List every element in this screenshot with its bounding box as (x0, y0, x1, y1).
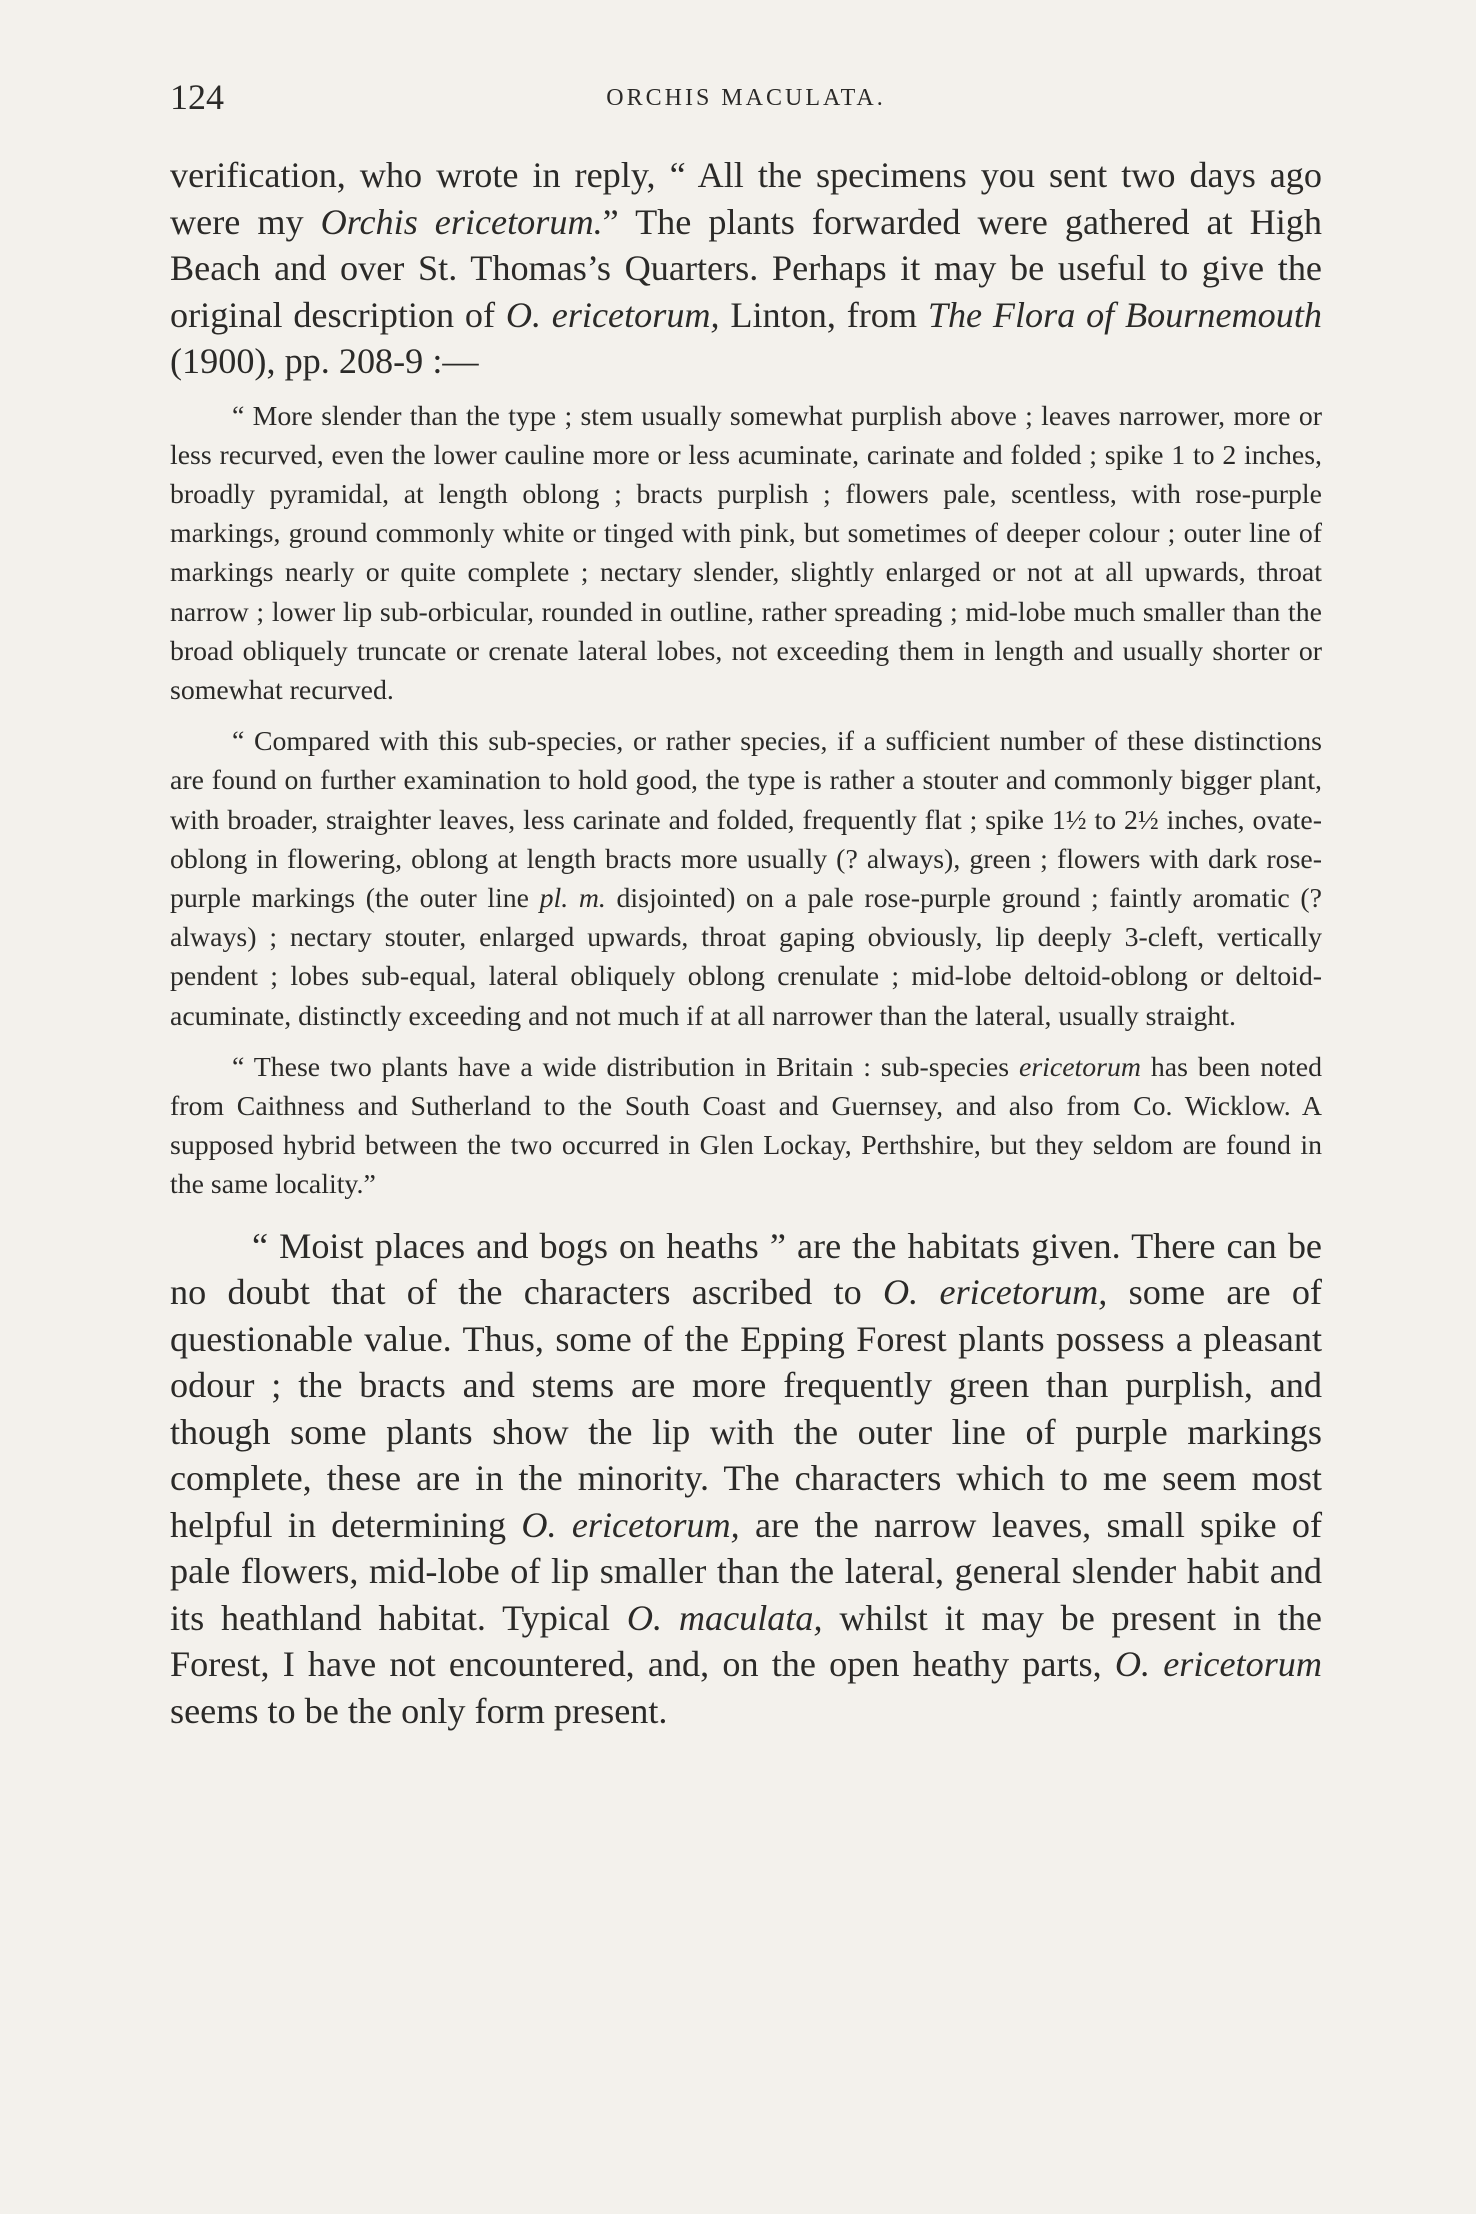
intro-text-4: (1900), pp. 208-9 :— (170, 341, 479, 381)
intro-text-3: Linton, from (719, 294, 928, 335)
quote-distribution (170, 1048, 1322, 1205)
closing-text-4: whilst it may be present in the Forest, I have not encountered, and, on the open heathy parts, (170, 1597, 1322, 1685)
closing-text-5: seems to be the only form present. (170, 1690, 668, 1731)
page-header (170, 72, 1322, 122)
quote3-italic-1: ericetorum (1019, 1051, 1141, 1083)
intro-italic-1: Orchis ericetorum. (320, 201, 603, 242)
closing-italic-1: O. ericetorum, (883, 1272, 1108, 1313)
spacer (170, 385, 1322, 397)
quote2-text-2: disjointed) on a pale rose-purple ground ; faintly aromatic (? always) ; nectary stouter, enlarged upwards, throat gaping obviously, lip deeply 3-cleft, vertically pendent ; lobes sub-equal, lateral obliquely oblong crenulate ; mid-lobe deltoid-oblong or deltoid-acuminate, distinctly exceeding and not much if at all narrower than the lateral, usually straight. (170, 882, 1322, 1032)
spacer (170, 1036, 1322, 1048)
quote2-italic-1: pl. m. (539, 882, 606, 914)
running-title: ORCHIS MACULATA. (606, 85, 886, 111)
intro-text-2: ” The plants forwarded were gathered at High Beach and over St. Thomas’s Quarters. Perhaps it may be useful to give the original description of (170, 201, 1322, 335)
intro-italic-2: O. ericetorum, (505, 294, 720, 335)
spacer (170, 710, 1322, 722)
quote3-text-1: “ These two plants have a wide distribution in Britain : sub-species (232, 1051, 1019, 1083)
intro-italic-3: The Flora of Bournemouth (927, 294, 1323, 335)
closing-text-3: are the narrow leaves, small spike of pale flowers, mid-lobe of lip smaller than the lateral, general slender habit and its heathland habitat. Typical (170, 1504, 1323, 1638)
intro-paragraph (170, 152, 1322, 385)
closing-text-1: “ Moist places and bogs on heaths ” are the habitats given. There can be no doubt that of the characters ascribed to (170, 1225, 1322, 1313)
page-number: 124 (170, 77, 224, 117)
body-text (170, 152, 1322, 1734)
spacer (170, 1205, 1322, 1223)
closing-text-2: some are of questionable value. Thus, some of the Epping Forest plants possess a pleasant odour ; the bracts and stems are more frequently green than purplish, and though some plants show the lip with the outer line of purple markings complete, these are in the minority. The characters which to me seem most helpful in determining (170, 1272, 1322, 1545)
closing-italic-3: O. maculata, (626, 1597, 823, 1638)
quote-description: “ More slender than the type ; stem usually somewhat purplish above ; leaves narrower, more or less recurved, even the lower cauline more or less acuminate, carinate and folded ; spike 1 to 2 inches, broadly pyramidal, at length oblong ; bracts purplish ; flowers pale, scentless, with rose-purple markings, ground commonly white or tinged with pink, but sometimes of deeper colour ; outer line of markings nearly or quite complete ; nectary slender, slightly enlarged or not at all upwards, throat narrow ; lower lip sub-orbicular, rounded in outline, rather spreading ; mid-lobe much smaller than the broad obliquely truncate or crenate lateral lobes, not exceeding them in length and usually shorter or somewhat recurved. (170, 400, 1322, 706)
quote3-text-2: has been noted from Caithness and Sutherland to the South Coast and Guernsey, and also from Co. Wicklow. A supposed hybrid between the two occurred in Glen Lockay, Perthshire, but they seldom are found in the same locality.” (170, 1051, 1322, 1201)
quote2-text-1: “ Compared with this sub-species, or rather species, if a sufficient number of these distinctions are found on further examination to hold good, the type is rather a stouter and commonly bigger plant, with broader, straighter leaves, less carinate and folded, frequently flat ; spike 1½ to 2½ inches, ovate-oblong in flowering, oblong at length bracts more usually (? always), green ; flowers with dark rose-purple markings (the outer line (170, 726, 1322, 914)
closing-italic-4: O. ericetorum (1114, 1644, 1322, 1685)
quote-comparison (170, 722, 1322, 1036)
closing-italic-2: O. ericetorum, (521, 1504, 740, 1545)
closing-paragraph (170, 1223, 1322, 1735)
intro-text-1: verification, who wrote in reply, “ All the specimens you sent two days ago were my (170, 155, 1322, 242)
